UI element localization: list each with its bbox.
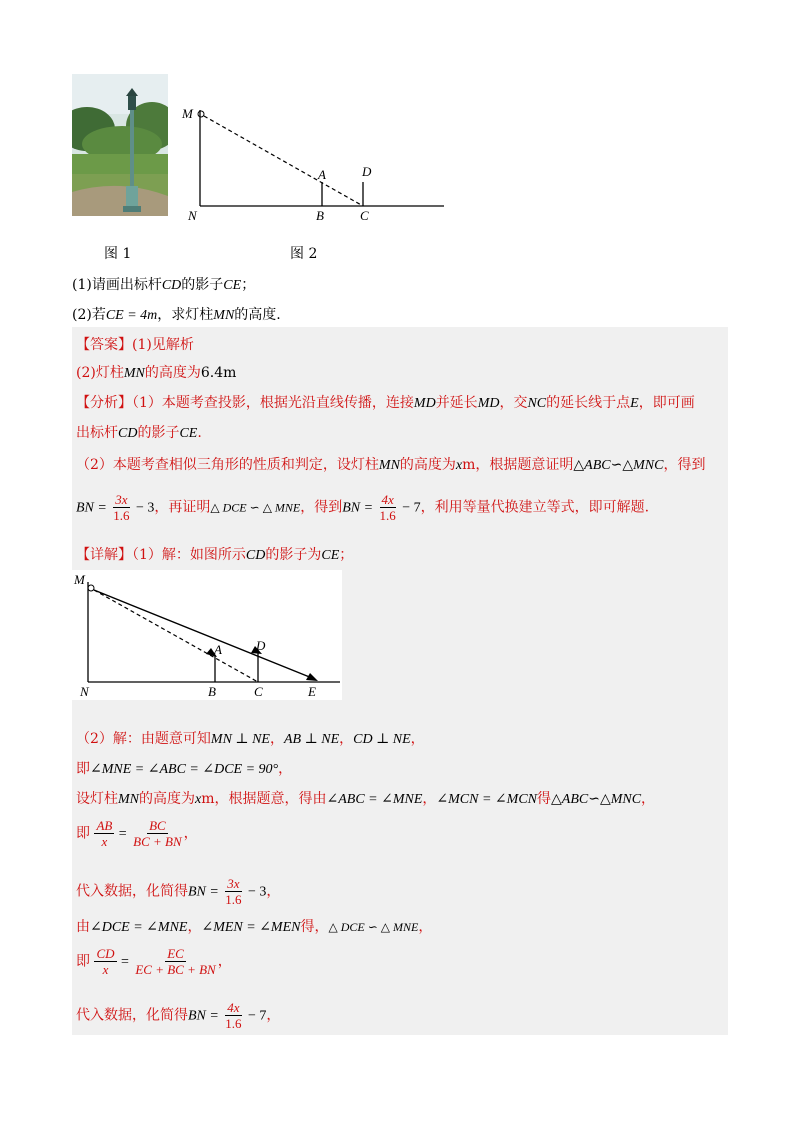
analysis-frac-1 xyxy=(111,492,131,523)
d5-num-1: AB xyxy=(96,818,113,833)
d8-den-2: EC + BC + BN xyxy=(135,962,216,977)
analysis-l2-a: 出标杆 xyxy=(76,425,118,441)
sol-label-n: N xyxy=(80,684,89,699)
detail-d8-a: 即 xyxy=(76,953,90,970)
detail-x: x xyxy=(195,792,202,807)
detail-angle-eq-2: ∠MCN = ∠MCN xyxy=(436,792,537,807)
sol-label-e: E xyxy=(308,684,316,699)
detail-frac-2 xyxy=(131,818,184,849)
question-2 xyxy=(72,304,281,324)
equals-sign-2: = xyxy=(120,954,129,970)
q1-cd: CD xyxy=(161,278,182,293)
equals-sign: = xyxy=(118,826,127,842)
q1-prefix: (1)请画出标杆 xyxy=(72,277,162,293)
detail-d1-c: ； xyxy=(339,547,354,563)
d8-num-2: EC xyxy=(167,946,184,961)
figure-2-diagram xyxy=(176,96,456,226)
detail-bn-1: BN = xyxy=(188,884,219,900)
detail-d3-a: 即 xyxy=(76,761,90,777)
analysis-ce: CE xyxy=(179,426,198,441)
detail-d4-a: 设灯柱 xyxy=(76,791,118,807)
q2-end: 的高度. xyxy=(234,307,281,323)
detail-perp-2: AB ⊥ NE xyxy=(283,732,340,747)
analysis-p2-c: m，根据题意证明 xyxy=(462,457,574,473)
detail-d4-d: 得 xyxy=(537,791,551,807)
detail-d1-b: 的影子为 xyxy=(265,547,322,563)
detail-frac-6 xyxy=(223,1000,243,1031)
detail-d6-end: ， xyxy=(266,883,281,900)
analysis-p3-b: ，得到 xyxy=(300,499,343,516)
detail-d9-a: 代入数据，化简得 xyxy=(76,1007,188,1024)
detail-line-4 xyxy=(76,788,655,808)
frac2-den: 1.6 xyxy=(379,508,396,523)
detail-d6-a: 代入数据，化简得 xyxy=(76,883,188,900)
fig2-label-a: A xyxy=(318,167,326,182)
d9-den: 1.6 xyxy=(225,1016,242,1031)
detail-angle-eq-3: ∠DCE = ∠MNE xyxy=(90,920,188,935)
analysis-p2-a: （2）本题考查相似三角形的性质和判定，设灯柱 xyxy=(76,457,379,473)
detail-d3-end: ， xyxy=(278,761,293,777)
analysis-p3-a: ，再证明 xyxy=(154,499,211,516)
analysis-p1-d: 的延长线于点 xyxy=(546,395,631,411)
detail-sim-1: △ABC∽△MNC xyxy=(551,792,642,807)
analysis-line-2 xyxy=(76,422,202,442)
frac2-num: 4x xyxy=(381,492,394,507)
analysis-nc: NC xyxy=(527,396,547,411)
detail-d4-c: m，根据题意，得由 xyxy=(201,791,327,807)
analysis-p3-c: ，利用等量代换建立等式，即可解题. xyxy=(420,499,650,516)
street-lamp-photo xyxy=(72,74,168,216)
detail-line-2 xyxy=(76,728,425,748)
detail-tag: 【详解】 xyxy=(76,547,132,563)
detail-d4-end: ， xyxy=(641,791,656,807)
sol-label-d: D xyxy=(256,638,266,653)
detail-mn: MN xyxy=(118,792,139,807)
analysis-sim2: △ DCE ∽ △ MNE xyxy=(210,500,301,515)
analysis-p1-b: 并延长 xyxy=(435,395,478,411)
solution-diagram xyxy=(72,570,342,700)
analysis-md: MD xyxy=(413,396,436,411)
frac1-num: 3x xyxy=(115,492,128,507)
detail-ce: CE xyxy=(321,548,340,563)
analysis-minus: − 3 xyxy=(136,500,155,516)
q1-mid: 的影子 xyxy=(181,277,224,293)
analysis-frac-2 xyxy=(378,492,398,523)
d5-den-1: x xyxy=(101,834,108,849)
answer-2-value: 6.4m xyxy=(200,365,237,381)
analysis-sim: △ABC∽△MNC xyxy=(573,458,664,473)
q2-eq: CE = 4m xyxy=(105,308,158,323)
sol-label-a: A xyxy=(214,642,222,657)
d6-minus: − 3 xyxy=(248,884,267,900)
q1-ce: CE xyxy=(223,278,242,293)
detail-line-3 xyxy=(76,758,292,778)
frac1-den: 1.6 xyxy=(113,508,130,523)
detail-line-1 xyxy=(76,544,353,564)
d5-num-2: BC xyxy=(149,818,166,833)
detail-comma-5: ， xyxy=(187,919,202,935)
fig2-label-m: M xyxy=(182,106,193,121)
sol-label-m: M xyxy=(74,572,85,587)
detail-comma-4: ， xyxy=(422,791,437,807)
detail-perp-1: MN ⊥ NE xyxy=(210,732,270,747)
analysis-tag: 【分析】 xyxy=(76,395,132,411)
analysis-p2-b: 的高度为 xyxy=(399,457,456,473)
answer-2-mn: MN xyxy=(123,366,145,381)
figure-1-caption: 图 1 xyxy=(104,246,132,262)
analysis-p1-a: （1）本题考查投影，根据光沿直线传播，连接 xyxy=(132,395,414,411)
detail-comma-2: ， xyxy=(339,731,354,747)
detail-perp-3: CD ⊥ NE xyxy=(353,732,411,747)
detail-line-6 xyxy=(76,876,280,907)
analysis-l2-b: 的影子 xyxy=(137,425,180,441)
question-1 xyxy=(72,274,255,294)
analysis-bn2: BN = xyxy=(342,500,374,516)
detail-d9-end: ， xyxy=(266,1007,281,1024)
detail-frac-3 xyxy=(223,876,243,907)
detail-frac-5 xyxy=(133,946,217,977)
analysis-x: x xyxy=(455,458,463,473)
analysis-e: E xyxy=(630,396,639,411)
detail-comma-3: ， xyxy=(410,731,425,747)
q2-prefix: (2)若 xyxy=(72,307,106,323)
fig2-label-b: B xyxy=(316,208,324,223)
figure-2-caption: 图 2 xyxy=(290,246,318,262)
detail-d7-b: 得， xyxy=(300,919,329,935)
d9-num: 4x xyxy=(227,1000,240,1015)
detail-line-5 xyxy=(76,818,198,849)
analysis-mn: MN xyxy=(378,458,400,473)
detail-cd: CD xyxy=(245,548,266,563)
d8-den-1: x xyxy=(102,962,109,977)
fig2-label-d: D xyxy=(362,164,372,179)
analysis-bn: BN = xyxy=(76,500,107,516)
detail-frac-1 xyxy=(94,818,114,849)
q2-mn: MN xyxy=(213,308,235,323)
d6-den: 1.6 xyxy=(225,892,242,907)
answer-tag: 【答案】 xyxy=(76,337,132,353)
d8-num-1: CD xyxy=(96,946,115,961)
analysis-line-3 xyxy=(76,454,705,474)
analysis-line-1 xyxy=(76,392,695,412)
detail-angle-eq-4: ∠MEN = ∠MEN xyxy=(201,920,301,935)
d5-den-2: BC + BN xyxy=(133,834,182,849)
analysis-p1-f: ，即可画 xyxy=(638,395,695,411)
detail-d8-end: ， xyxy=(217,953,232,970)
detail-comma-1: ， xyxy=(269,731,284,747)
sol-label-c: C xyxy=(254,684,263,699)
fig2-label-n: N xyxy=(188,208,197,223)
analysis-p1-c: ，交 xyxy=(499,395,528,411)
analysis-p2-d: ，得到 xyxy=(663,457,706,473)
detail-bn-2: BN = xyxy=(188,1008,219,1024)
detail-line-7 xyxy=(76,916,432,936)
d9-minus: − 7 xyxy=(248,1008,267,1024)
d6-num: 3x xyxy=(227,876,240,891)
analysis-cd: CD xyxy=(118,426,138,441)
answer-line-1 xyxy=(76,334,194,354)
analysis-line-4 xyxy=(76,492,649,523)
detail-line-9 xyxy=(76,1000,280,1031)
detail-d1-a: （1）解：如图所示 xyxy=(132,547,246,563)
detail-line-8 xyxy=(76,946,232,977)
analysis-md2: MD xyxy=(477,396,500,411)
detail-sim-2: △ DCE ∽ △ MNE xyxy=(328,920,419,934)
detail-d7-a: 由 xyxy=(76,919,90,935)
fig2-label-c: C xyxy=(360,208,369,223)
answer-line-2 xyxy=(76,362,236,382)
q2-mid: ，求灯柱 xyxy=(157,307,214,323)
detail-angle-eq-1: ∠ABC = ∠MNE xyxy=(326,792,423,807)
analysis-minus2: − 7 xyxy=(402,500,421,516)
answer-2-prefix: (2)灯柱 xyxy=(76,365,124,381)
answer-2-mid: 的高度为 xyxy=(144,365,201,381)
sol-label-b: B xyxy=(208,684,216,699)
detail-frac-4 xyxy=(94,946,116,977)
detail-d5-end: ， xyxy=(183,825,198,842)
q1-end: ； xyxy=(241,277,256,293)
detail-right-angles: ∠MNE = ∠ABC = ∠DCE = 90° xyxy=(90,762,279,777)
detail-d2-a: （2）解：由题意可知 xyxy=(76,731,211,747)
detail-d4-b: 的高度为 xyxy=(139,791,195,807)
answer-1: (1)见解析 xyxy=(132,337,194,353)
detail-d5-a: 即 xyxy=(76,825,90,842)
analysis-l2-c: . xyxy=(197,425,202,441)
detail-d7-end: ， xyxy=(418,919,433,935)
